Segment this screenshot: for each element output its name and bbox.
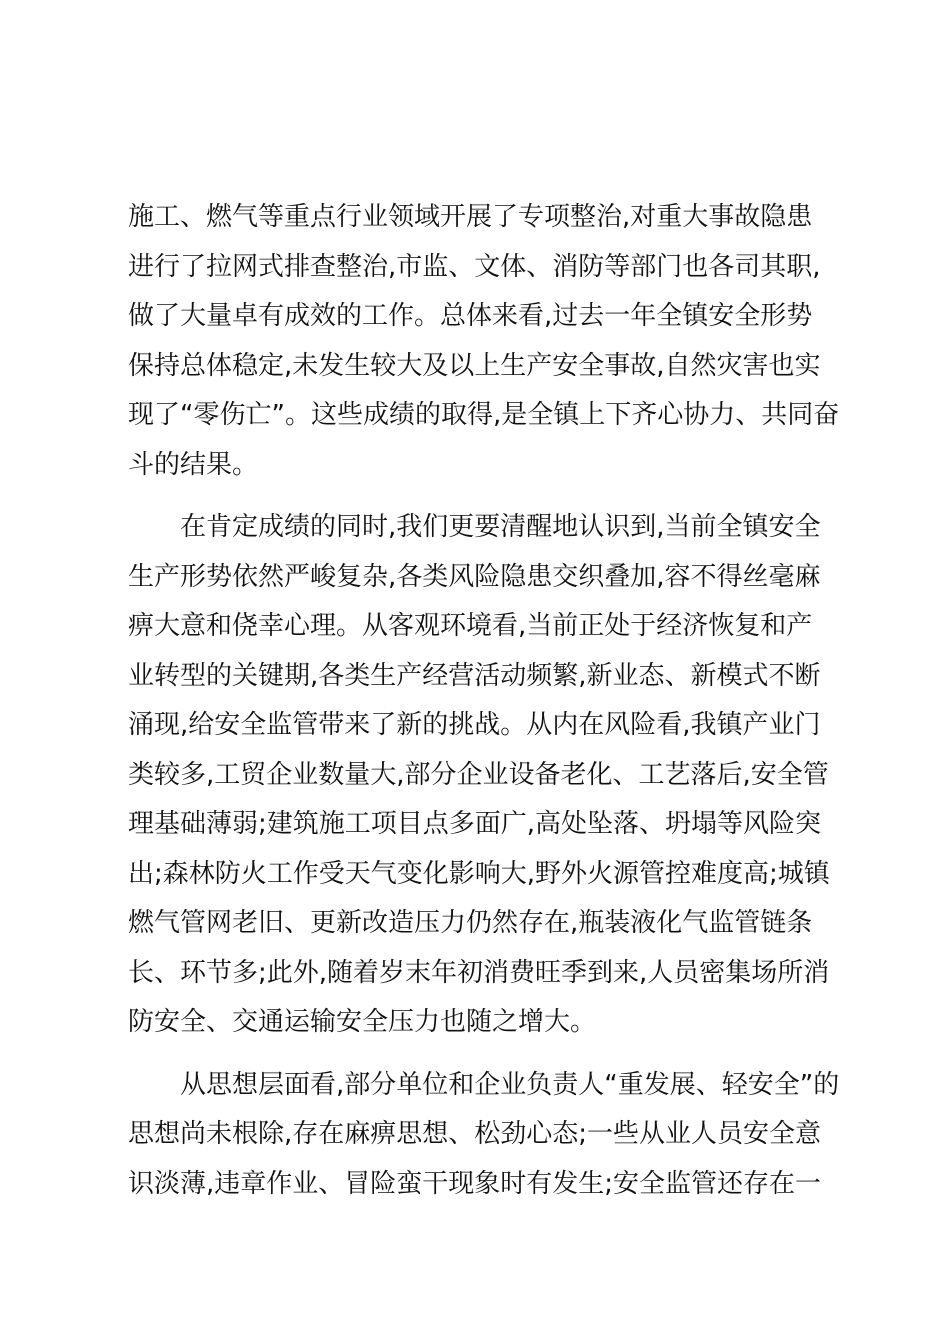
text-line: 长、环节多;此外,随着岁末年初消费旺季到来,人员密集场所消: [128, 957, 830, 988]
text-line: 现了“零伤亡”。这些成绩的取得,是全镇上下齐心协力、共同奋: [128, 400, 840, 430]
text-line: 从思想层面看,部分单位和企业负责人“重发展、轻安全”的: [180, 1069, 840, 1100]
text-line: 进行了拉网式排查整治,市监、文体、消防等部门也各司其职,: [128, 251, 821, 282]
paragraph-gap: [128, 490, 828, 503]
text-line: 生产形势依然严峻复杂,各类风险隐患交织叠加,容不得丝毫麻: [128, 561, 821, 592]
text-line: 识淡薄,违章作业、冒险蛮干现象时有发生;安全监管还存在一: [128, 1168, 822, 1199]
body-text: [128, 193, 840, 1209]
text-line: 在肯定成绩的同时,我们更要清醒地认识到,当前全镇安全: [180, 512, 821, 542]
text-line: 保持总体稳定,未发生较大及以上生产安全事故,自然灾害也实: [128, 350, 821, 381]
text-line: 思想尚未根除,存在麻痹思想、松劲心态;一些从业人员安全意: [128, 1119, 822, 1149]
text-line: 痹大意和侥幸心理。从客观环境看,当前正处于经济恢复和产: [128, 611, 813, 641]
text-line: 出;森林防火工作受天气变化影响大,野外火源管控难度高;城镇: [128, 858, 830, 889]
text-line: 业转型的关键期,各类生产经营活动频繁,新业态、新模式不断: [128, 660, 821, 691]
text-line: 涌现,给安全监管带来了新的挑战。从内在风险看,我镇产业门: [128, 710, 821, 740]
paragraph-gap: [128, 1048, 828, 1061]
text-line: 施工、燃气等重点行业领域开展了专项整治,对重大事故隐患: [128, 202, 813, 232]
text-line: 做了大量卓有成效的工作。总体来看,过去一年全镇安全形势: [128, 301, 813, 331]
text-line: 斗的结果。: [128, 449, 259, 480]
text-line: 防安全、交通运输安全压力也随之增大。: [128, 1007, 597, 1037]
text-line: 类较多,工贸企业数量大,部分企业设备老化、工艺落后,安全管: [128, 759, 829, 790]
text-line: 理基础薄弱;建筑施工项目点多面广,高处坠落、坍塌等风险突: [128, 809, 822, 839]
text-line: 燃气管网老旧、更新改造压力仍然存在,瓶装液化气监管链条: [128, 908, 813, 938]
